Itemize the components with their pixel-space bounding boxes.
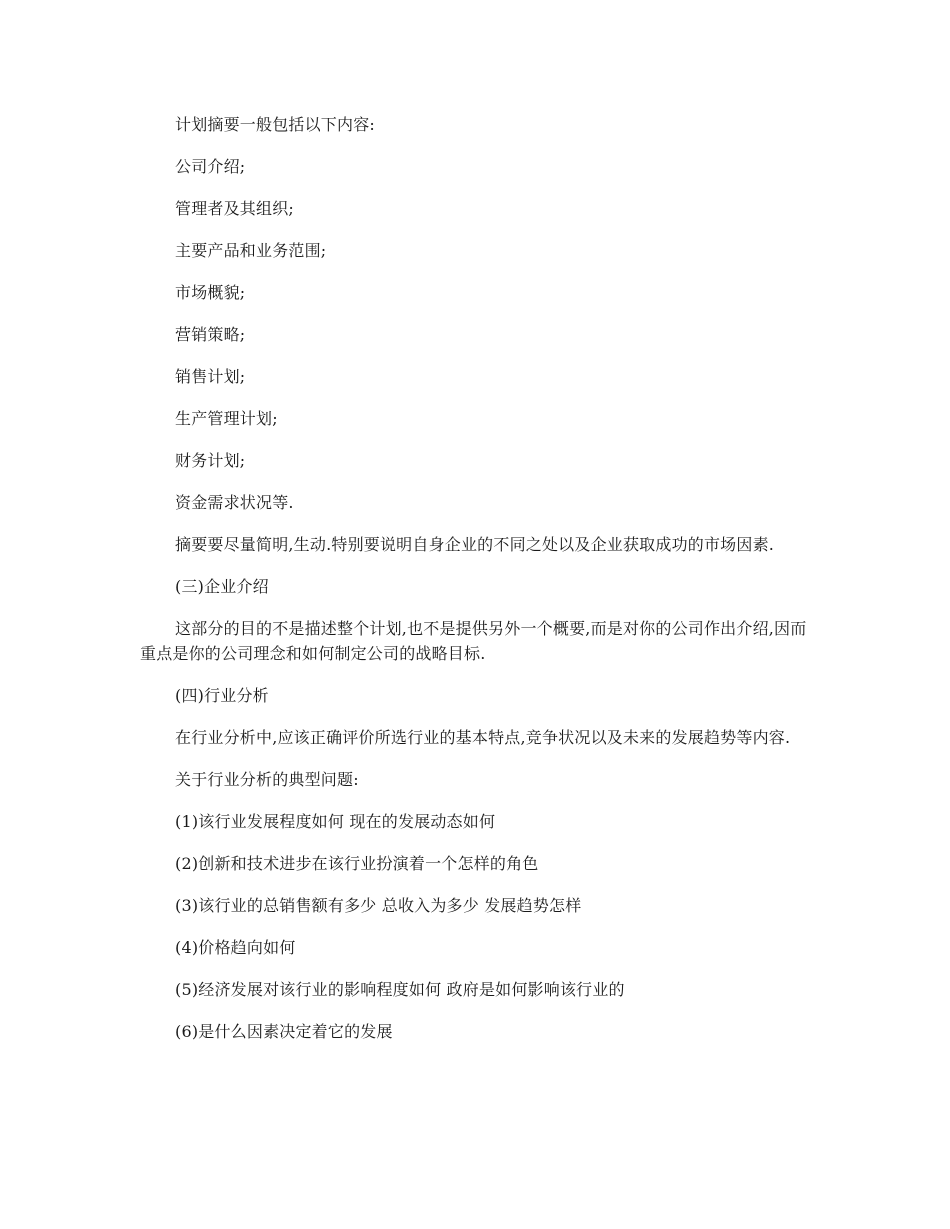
document-body [140,112,812,1061]
list-item-products: 主要产品和业务范围; [175,241,327,260]
summary-guidance-paragraph: 摘要要尽量简明,生动.特别要说明自身企业的不同之处以及企业获取成功的市场因素. [175,535,775,554]
question-item-4: (4)价格趋向如何 [175,938,296,957]
section-heading-industry-analysis: (四)行业分析 [175,686,269,705]
industry-analysis-paragraph: 在行业分析中,应该正确评价所选行业的基本特点,竞争状况以及未来的发展趋势等内容. [175,728,791,747]
list-item-management: 管理者及其组织; [175,199,294,218]
question-item-6: (6)是什么因素决定着它的发展 [175,1022,393,1041]
company-intro-paragraph: 这部分的目的不是描述整个计划,也不是提供另外一个概要,而是对你的公司作出介绍,因而重点是你的公司理念和如何制定公司的战略目标. [140,619,807,663]
question-item-2: (2)创新和技术进步在该行业扮演着一个怎样的角色 [175,854,539,873]
list-item-market-overview: 市场概貌; [175,283,246,302]
list-item-sales-plan: 销售计划; [175,367,246,386]
question-item-3: (3)该行业的总销售额有多少 总收入为多少 发展趋势怎样 [175,896,582,915]
section-heading-company-intro: (三)企业介绍 [175,577,269,596]
question-item-1: (1)该行业发展程度如何 现在的发展动态如何 [175,812,496,831]
list-item-production-plan: 生产管理计划; [175,409,278,428]
list-item-funding-needs: 资金需求状况等. [175,493,294,512]
list-item-company-intro: 公司介绍; [175,157,246,176]
summary-intro-paragraph: 计划摘要一般包括以下内容: [175,115,375,134]
list-item-marketing-strategy: 营销策略; [175,325,246,344]
typical-questions-heading: 关于行业分析的典型问题: [175,770,359,789]
list-item-financial-plan: 财务计划; [175,451,246,470]
question-item-5: (5)经济发展对该行业的影响程度如何 政府是如何影响该行业的 [175,980,625,999]
